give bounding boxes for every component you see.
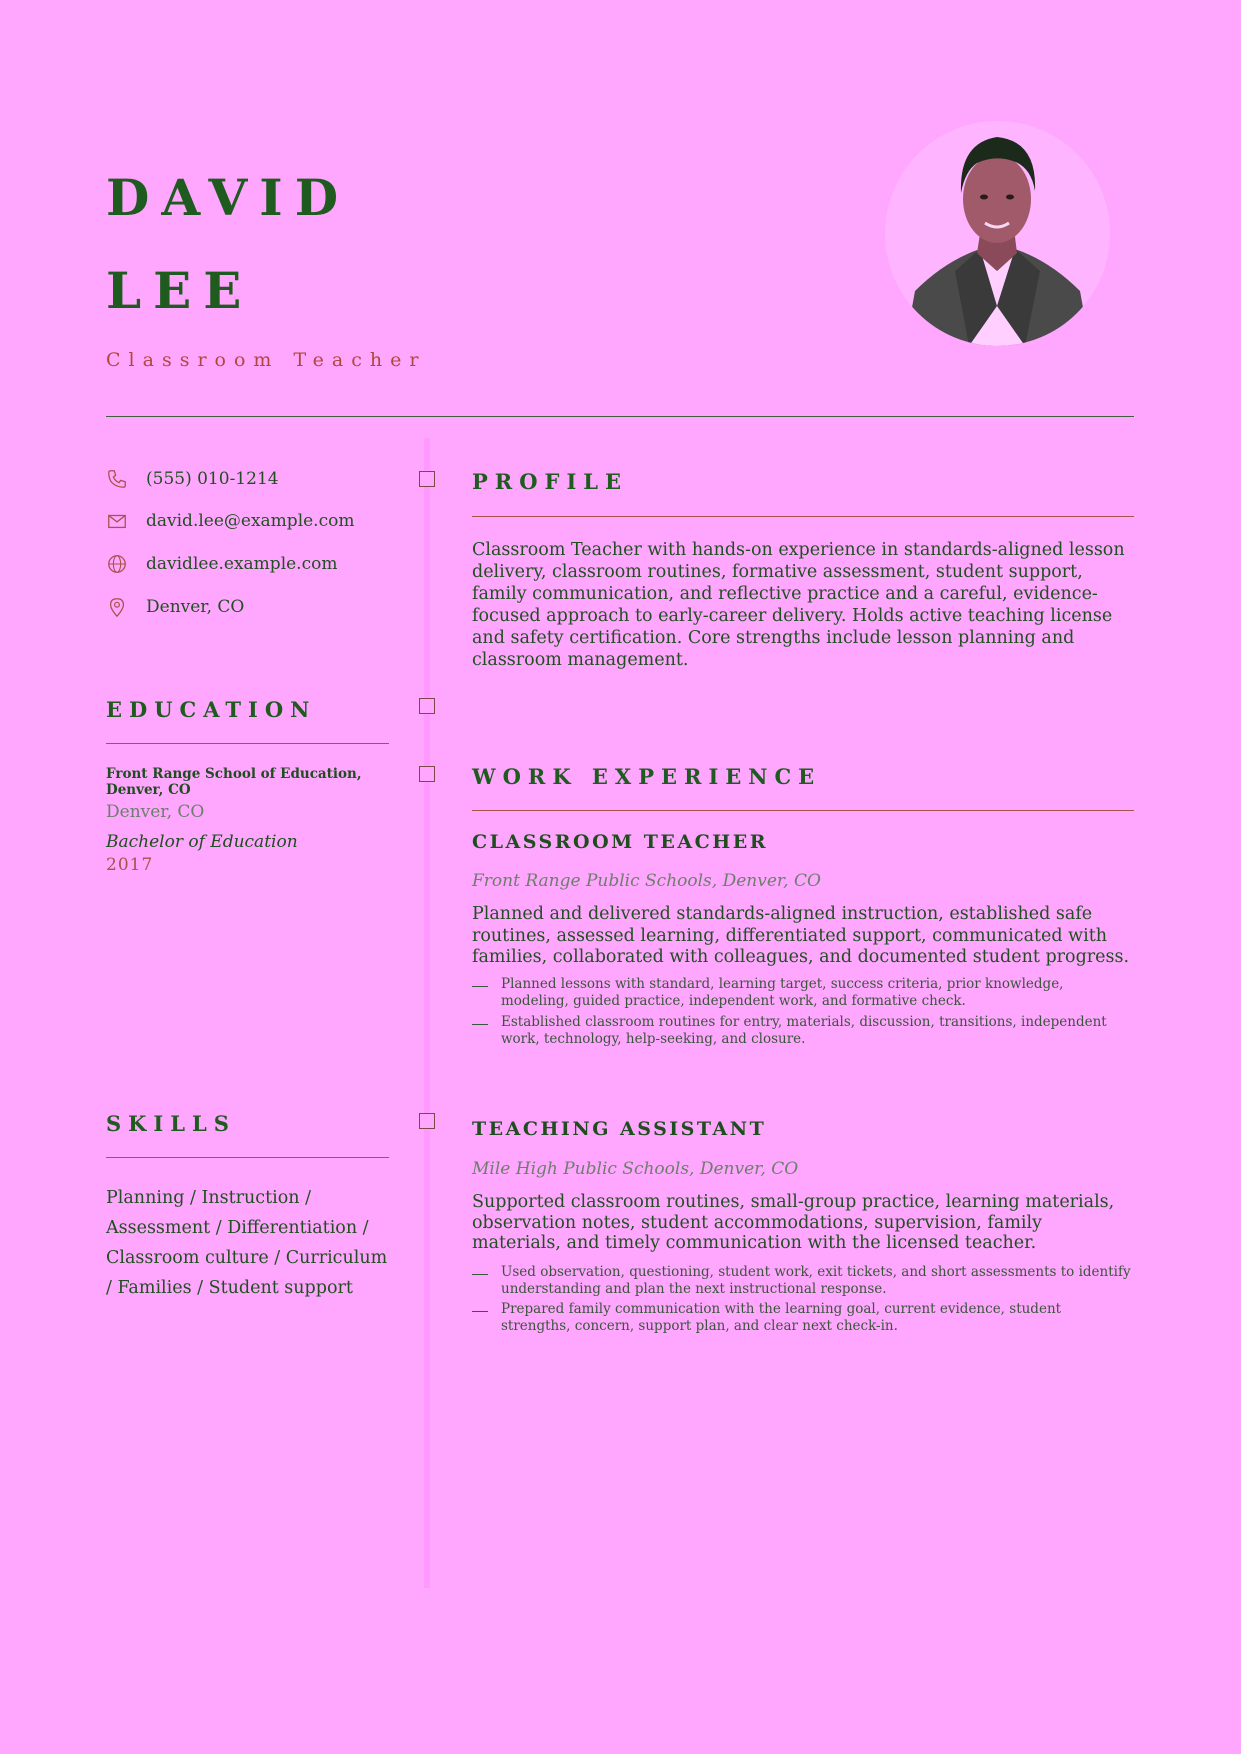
- job-role: Classroom Teacher: [106, 349, 427, 371]
- job-1-bullet: [472, 976, 1134, 1010]
- contact-email: [106, 510, 354, 532]
- phone-icon: [106, 468, 128, 490]
- bullet-dash: [472, 1301, 488, 1312]
- email-link[interactable]: david.lee@example.com: [146, 511, 355, 531]
- section-marker-education: [419, 698, 435, 714]
- bullet-text: Planned lessons with standard, learning target, success criteria, prior knowledge, modeling, guided practice, independent work, and formative check.: [501, 976, 1064, 1009]
- contact-phone: [106, 468, 279, 490]
- globe-icon: [106, 553, 128, 575]
- location-text: Denver, CO: [146, 597, 245, 617]
- contact-website: [106, 553, 337, 575]
- contact-location: [106, 596, 244, 618]
- last-name: LEE: [106, 261, 254, 320]
- skills-heading: SKILLS: [106, 1111, 236, 1136]
- job-2-bullet: [472, 1301, 1134, 1335]
- column-divider: [424, 438, 430, 1588]
- profile-heading: PROFILE: [472, 469, 629, 494]
- map-pin-icon: [106, 596, 128, 618]
- bullet-dash: [472, 1264, 488, 1275]
- job-summary-1: Planned and delivered standards-aligned instruction, established safe routines, assessed learning, differentiated support, communicated with families, collaborated with colleagues, and documented student progress.: [472, 904, 1130, 967]
- education-year: 2017: [106, 855, 154, 875]
- profile-photo: [885, 121, 1110, 346]
- section-marker-skills: [419, 1113, 435, 1129]
- mail-icon: [106, 510, 128, 532]
- education-heading: EDUCATION: [106, 697, 317, 722]
- website-link[interactable]: davidlee.example.com: [146, 554, 338, 574]
- education-school: Front Range School of Education, Denver, CO: [106, 766, 362, 798]
- skills-list: Planning / Instruction / Assessment / Differentiation / Classroom culture / Curriculum / Families / Student support: [106, 1188, 388, 1298]
- section-marker-experience: [419, 766, 435, 782]
- job-summary-2: Supported classroom routines, small-group practice, learning materials, observation notes, student accommodations, supervision, family materials, and timely communication with the licensed teacher.: [472, 1192, 1115, 1253]
- job-1-bullet: [472, 1014, 1134, 1048]
- bullet-dash: [472, 976, 488, 987]
- job-company-1: Front Range Public Schools, Denver, CO: [472, 871, 821, 891]
- section-marker-profile: [419, 471, 435, 487]
- experience-divider: [472, 810, 1134, 811]
- job-company-2: Mile High Public Schools, Denver, CO: [472, 1159, 799, 1179]
- education-location: Denver, CO: [106, 802, 205, 822]
- skills-divider: [106, 1157, 389, 1158]
- bullet-text: Established classroom routines for entry, materials, discussion, transitions, independent work, technology, help-seeking, and closure.: [501, 1014, 1107, 1047]
- job-title-1: CLASSROOM TEACHER: [472, 831, 768, 853]
- first-name: DAVID: [106, 168, 351, 227]
- education-degree: Bachelor of Education: [106, 832, 298, 852]
- profile-summary: Classroom Teacher with hands-on experience in standards-aligned lesson delivery, classroom routines, formative assessment, student support, family communication, and reflective practice and a careful, evidence-focused approach to early-career delivery. Holds active teaching license and safety certification. Core strengths include lesson planning and classroom management.: [472, 540, 1125, 670]
- job-title-2: TEACHING ASSISTANT: [472, 1118, 767, 1140]
- portrait-image: [885, 121, 1110, 346]
- education-divider: [106, 743, 389, 744]
- experience-heading: WORK EXPERIENCE: [472, 764, 822, 789]
- bullet-dash: [472, 1014, 488, 1025]
- profile-divider: [472, 516, 1134, 517]
- bullet-text: Prepared family communication with the learning goal, current evidence, student strengths, concern, support plan, and clear next check-in.: [501, 1301, 1062, 1334]
- job-2-bullet: [472, 1264, 1134, 1298]
- header-divider: [106, 416, 1134, 417]
- phone-text: (555) 010-1214: [146, 469, 279, 489]
- bullet-text: Used observation, questioning, student work, exit tickets, and short assessments to identify understanding and plan the next instructional response.: [501, 1264, 1131, 1297]
